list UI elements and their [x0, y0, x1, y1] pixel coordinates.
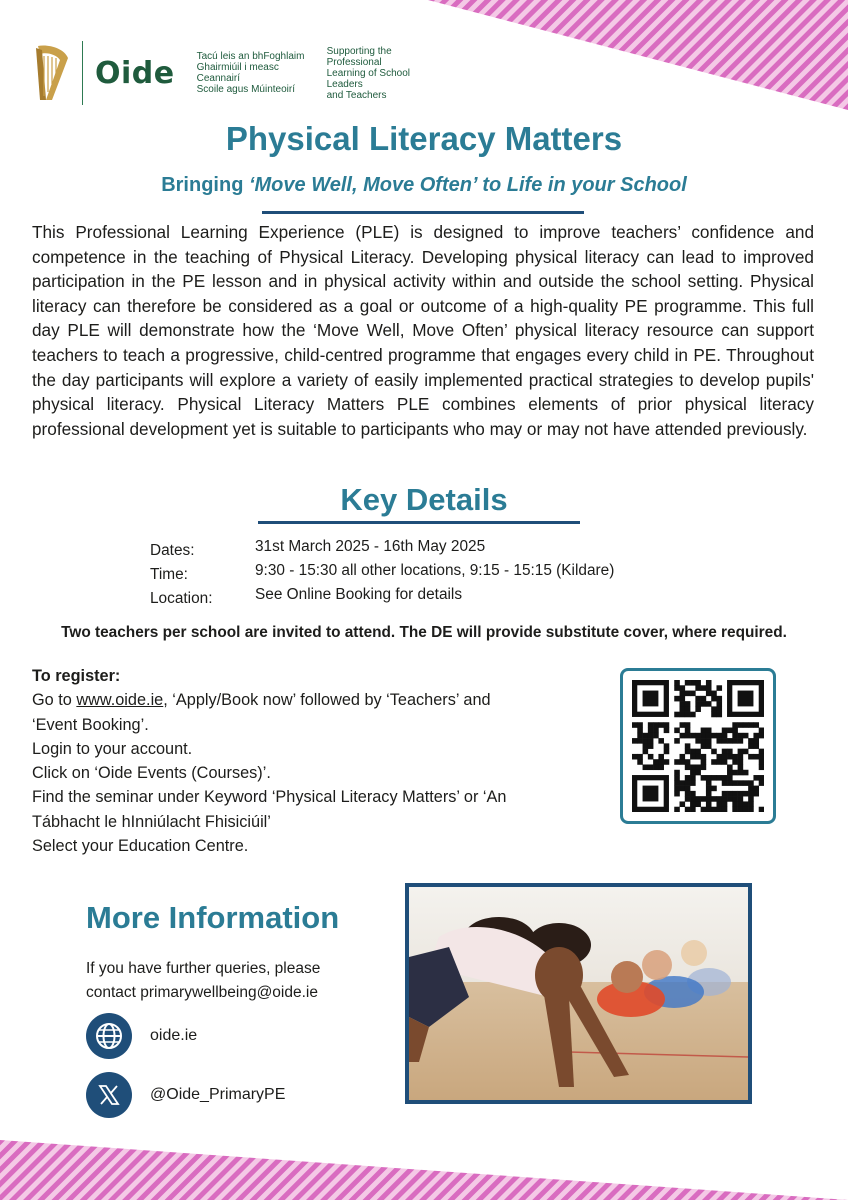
tagline-irish-line: Ghairmiúil i measc Ceannairí	[196, 62, 279, 84]
register-heading: To register:	[32, 667, 121, 685]
subtitle-suffix: to Life in your School	[476, 174, 687, 196]
tagline-irish-line: Tacú leis an bhFoghlaim	[196, 51, 305, 62]
register-line-prefix: Go to	[32, 691, 77, 710]
oide-website-link[interactable]: www.oide.ie	[76, 691, 164, 710]
tagline-english-line: and Teachers	[326, 89, 387, 101]
globe-icon	[86, 1013, 132, 1059]
intro-paragraph: This Professional Learning Experience (PLE) is designed to improve teachers’ confidence and competence in the teaching of Physical Literacy. Developing physical literacy can lead to improved participation in the PE lesson and in physical activity within and outside the school setting. Physical literacy can therefore be considered as a goal or outcome of a high-quality PE programme. This full day PLE will demonstrate how the ‘Move Well, Move Often’ physical literacy resource can support teachers to teach a progressive, child-centred programme that engages every child in PE. Throughout the day participants will explore a variety of easily implemented practical strategies to develop pupils' physical literacy. Physical Literacy Matters PLE combines elements of prior physical literacy professional development yet is suitable to participants who may or may not have attended previously.	[32, 222, 814, 439]
register-line: Find the seminar under Keyword ‘Physical Literacy Matters’ or ‘An	[32, 788, 507, 807]
details-row-time	[150, 562, 614, 586]
logo-divider	[82, 41, 83, 105]
details-value: 9:30 - 15:30 all other locations, 9:15 - 15:15 (Kildare)	[255, 562, 615, 579]
tagline-english	[327, 46, 447, 101]
details-value: 31st March 2025 - 16th May 2025	[255, 538, 486, 555]
more-info-heading: More Information	[86, 900, 340, 935]
register-instructions	[32, 664, 602, 858]
page-title: Physical Literacy Matters	[225, 120, 623, 157]
tagline-irish-line: Scoile agus Múinteoirí	[196, 84, 295, 95]
qr-code-icon	[632, 680, 764, 812]
tagline-irish	[197, 51, 321, 95]
subtitle-quote: ‘Move Well, Move Often’	[248, 174, 477, 196]
logo-text: Oide	[95, 55, 175, 91]
subtitle-prefix: Bringing	[161, 174, 249, 196]
more-info-line: If you have further queries, please	[86, 960, 321, 977]
more-info-email: contact primarywellbeing@oide.ie	[86, 984, 318, 1001]
register-line: Select your Education Centre.	[32, 837, 249, 856]
substitute-notice: Two teachers per school are invited to attend. The DE will provide substitute cover, where required.	[61, 624, 787, 641]
title-divider	[262, 211, 584, 214]
tagline-english-line: Supporting the Professional	[326, 45, 392, 68]
register-line	[32, 688, 602, 712]
details-row-dates	[150, 538, 614, 562]
children-exercising-photo	[405, 883, 752, 1104]
website-text[interactable]: oide.ie	[150, 1027, 198, 1044]
header-logo	[30, 38, 447, 108]
register-line: Tábhacht le hInniúlacht Fhisiciúil’	[32, 812, 271, 831]
register-line: ‘Event Booking’.	[32, 715, 149, 734]
key-details-heading: Key Details	[340, 482, 508, 517]
corner-pattern-bottom-left	[0, 1110, 848, 1200]
details-row-location	[150, 586, 614, 610]
harp-icon	[30, 42, 74, 104]
register-line: Login to your account.	[32, 739, 193, 758]
details-label: Time:	[150, 566, 188, 583]
contact-website[interactable]	[86, 1013, 197, 1059]
register-line-suffix: , ‘Apply/Book now’ followed by ‘Teachers’ and	[163, 691, 491, 710]
key-details-list	[150, 538, 614, 610]
page-subtitle	[0, 174, 848, 197]
contact-twitter[interactable]	[86, 1072, 285, 1118]
tagline-english-line: Learning of School Leaders	[326, 67, 411, 90]
details-label: Location:	[150, 590, 213, 607]
corner-pattern-top-right	[428, 0, 848, 110]
twitter-handle[interactable]: @Oide_PrimaryPE	[150, 1086, 286, 1103]
details-label: Dates:	[150, 542, 195, 559]
register-line: Click on ‘Oide Events (Courses)’.	[32, 764, 271, 783]
key-details-divider	[258, 521, 580, 524]
details-value: See Online Booking for details	[255, 586, 463, 603]
x-logo-icon	[86, 1072, 132, 1118]
more-info-text	[86, 957, 386, 1005]
qr-code-frame[interactable]	[620, 668, 776, 824]
